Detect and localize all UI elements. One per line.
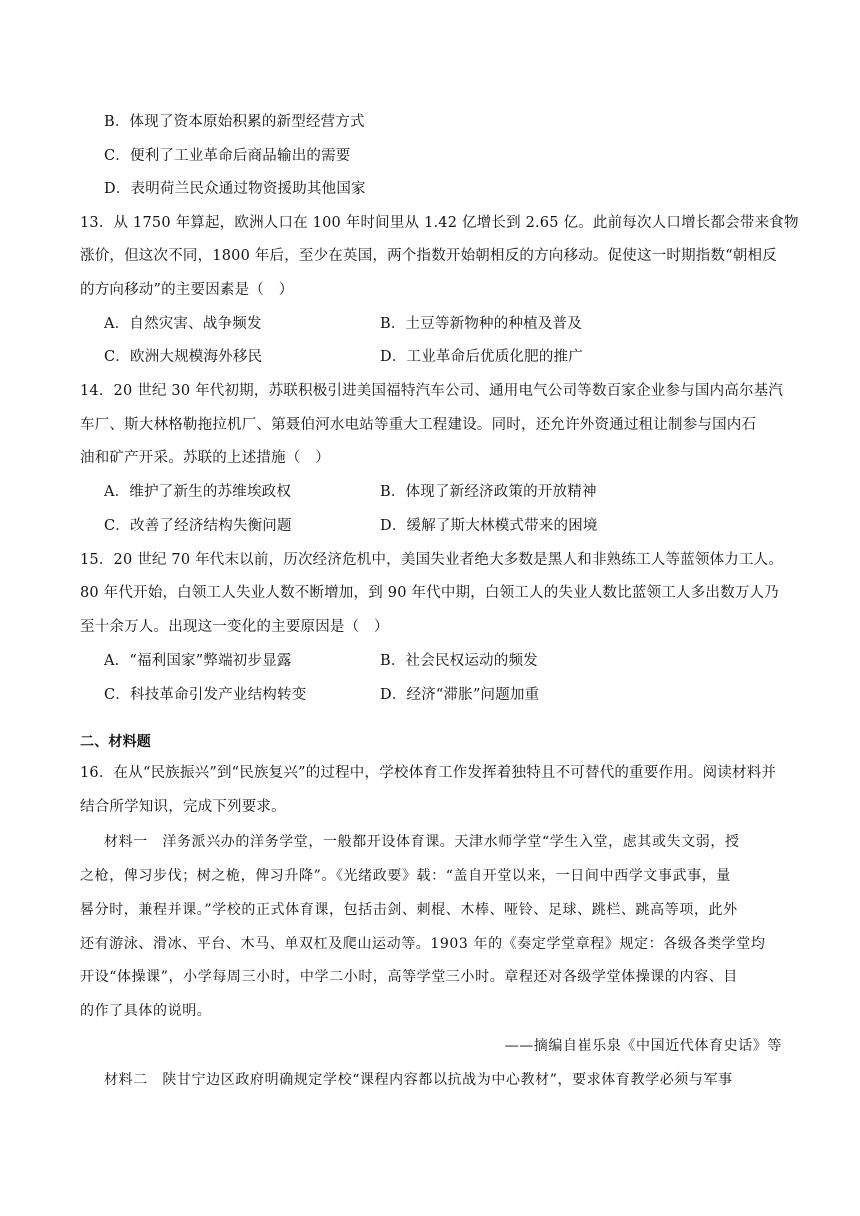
material-1-line-3: 晷分时，兼程并课。”学校的正式体育课，包括击剑、刺棍、木棒、哑铃、足球、跳栏、跳高等项，此外 <box>80 902 738 918</box>
q13-stem-line-2: 涨价，但这次不同，1800 年后，至少在英国，两个指数开始朝相反的方向移动。促使这一时期指数“朝相反 <box>80 248 777 264</box>
q15-option-c: C．科技革命引发产业结构转变 <box>104 687 307 703</box>
q14-stem-line-2: 车厂、斯大林格勒拖拉机厂、第聂伯河水电站等重大工程建设。同时，还允许外资通过租让制参与国内石 <box>80 417 757 433</box>
q13-option-d: D．工业革命后优质化肥的推广 <box>380 349 583 365</box>
q13-option-a: A．自然灾害、战争频发 <box>104 316 262 332</box>
q12-option-b: B．体现了资本原始积累的新型经营方式 <box>104 114 365 130</box>
material-1-line-2: 之枪，俾习步伐；树之桅，俾习升降”。《光绪政要》载：“盖自开堂以来，一日间中西学文事武事，量 <box>80 868 731 884</box>
q15-option-d: D．经济“滞胀”问题加重 <box>380 687 540 703</box>
q15-stem-line-3: 至十余万人。出现这一变化的主要原因是（ ） <box>80 619 389 635</box>
q13-stem-line-1: 13．从 1750 年算起，欧洲人口在 100 年时间里从 1.42 亿增长到 2.65 亿。此前每次人口增长都会带来食物 <box>80 215 799 231</box>
material-1-line-5: 开设“体操课”，小学每周三小时，中学二小时，高等学堂三小时。章程还对各级学堂体操课的内容、目 <box>80 969 738 985</box>
q14-option-c: C．改善了经济结构失衡问题 <box>104 518 292 534</box>
q14-option-a: A．维护了新生的苏维埃政权 <box>104 484 292 500</box>
q15-option-a: A．“福利国家”弊端初步显露 <box>104 653 292 669</box>
material-1-line-4: 还有游泳、滑冰、平台、木马、单双杠及爬山运动等。1903 年的《奏定学堂章程》规定：各级各类学堂均 <box>80 936 766 952</box>
q13-option-b: B．土豆等新物种的种植及普及 <box>380 316 582 332</box>
q14-option-b: B．体现了新经济政策的开放精神 <box>380 484 597 500</box>
q13-option-c: C．欧洲大规模海外移民 <box>104 349 263 365</box>
material-1-line-1: 材料一 洋务派兴办的洋务学堂，一般都开设体育课。天津水师学堂“学生入堂，虑其或失文弱，授 <box>104 834 740 850</box>
q12-option-d: D．表明荷兰民众通过物资援助其他国家 <box>104 181 366 197</box>
q14-stem-line-3: 油和矿产开采。苏联的上述措施（ ） <box>80 450 330 466</box>
q15-stem-line-1: 15．20 世纪 70 年代末以前，历次经济危机中，美国失业者绝大多数是黑人和非熟练工人等蓝领体力工人。 <box>80 552 784 568</box>
q14-stem-line-1: 14．20 世纪 30 年代初期，苏联积极引进美国福特汽车公司、通用电气公司等数百家企业参与国内高尔基汽 <box>80 383 784 399</box>
q12-option-c: C．便利了工业革命后商品输出的需要 <box>104 148 351 164</box>
material-2-line-1: 材料二 陕甘宁边区政府明确规定学校“课程内容都以抗战为中心教材”，要求体育教学必须与军事 <box>104 1072 733 1088</box>
q14-option-d: D．缓解了斯大林模式带来的困境 <box>380 518 598 534</box>
q13-stem-line-3: 的方向移动”的主要因素是（ ） <box>80 282 294 298</box>
q16-stem-line-2: 结合所学知识，完成下列要求。 <box>80 799 286 815</box>
q15-option-b: B．社会民权运动的频发 <box>380 653 538 669</box>
q15-stem-line-2: 80 年代开始，白领工人失业人数不断增加，到 90 年代中期，白领工人的失业人数比蓝领工人多出数万人乃 <box>80 585 779 601</box>
q16-stem-line-1: 16．在从“民族振兴”到“民族复兴”的过程中，学校体育工作发挥着独特且不可替代的重要作用。阅读材料并 <box>80 765 777 781</box>
material-1-line-6: 的作了具体的说明。 <box>80 1003 212 1019</box>
section-title: 二、材料题 <box>80 734 151 750</box>
material-1-source: ——摘编自崔乐泉《中国近代体育史话》等 <box>504 1038 782 1054</box>
